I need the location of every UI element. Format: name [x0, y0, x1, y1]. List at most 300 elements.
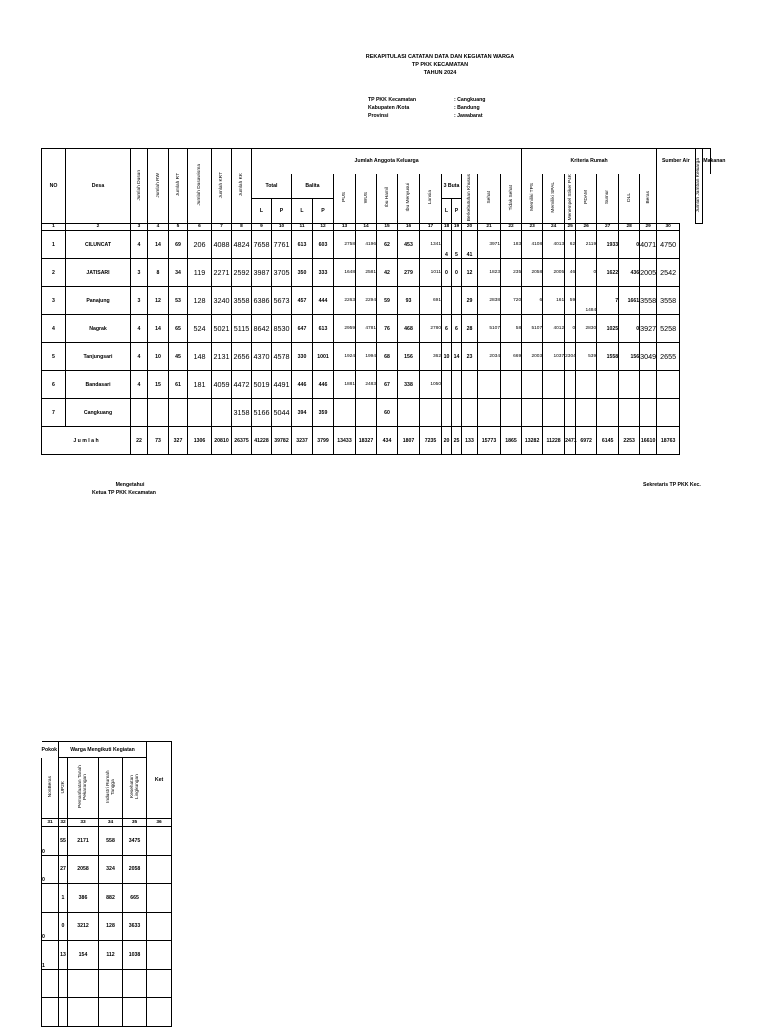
row-cell: 5115: [232, 315, 252, 343]
total-cell: 73: [148, 427, 169, 455]
column-number: 17: [420, 224, 442, 231]
row-cell: 558: [99, 827, 123, 856]
row-cell: 1994: [356, 343, 377, 371]
row-cell: 119: [188, 259, 212, 287]
table-row: [42, 969, 172, 998]
signature-mengetahui: Mengetahui: [115, 482, 145, 488]
row-cell: 1038: [123, 941, 147, 970]
row-cell: [442, 371, 452, 399]
column-number: 4: [148, 224, 169, 231]
row-cell: [543, 399, 565, 427]
row-cell: 1037: [543, 343, 565, 371]
row-cell: 4012: [543, 315, 565, 343]
row-cell: [501, 399, 522, 427]
column-number: 21: [478, 224, 501, 231]
row-cell: [462, 371, 478, 399]
column-number: 1: [42, 224, 66, 231]
column-number: 12: [313, 224, 334, 231]
header-dll: DLL: [619, 174, 640, 224]
row-cell: 539: [576, 343, 597, 371]
row-cell: 603: [313, 231, 334, 259]
column-number: 14: [356, 224, 377, 231]
row-cell: 4824: [232, 231, 252, 259]
column-number: 3: [131, 224, 148, 231]
table-row: [42, 855, 172, 884]
row-cell: 3240: [212, 287, 232, 315]
row-cell: 613: [292, 231, 313, 259]
row-cell: [597, 371, 619, 399]
row-ket: [147, 998, 172, 1027]
row-cell: [99, 969, 123, 998]
row-cell: 1661: [619, 287, 640, 315]
row-cell: [478, 399, 501, 427]
total-row: [42, 427, 711, 455]
row-nonberas: 0: [42, 912, 59, 941]
row-cell: 3: [131, 287, 148, 315]
column-number: 10: [272, 224, 292, 231]
row-cell: 3475: [123, 827, 147, 856]
header-lansia: Lansia: [420, 174, 442, 224]
row-cell: 386: [68, 884, 99, 913]
row-cell: 3705: [272, 259, 292, 287]
row-cell: 67: [377, 371, 398, 399]
row-cell: 14: [452, 343, 462, 371]
recap-table: [41, 148, 726, 455]
row-cell: 68: [377, 343, 398, 371]
row-cell: 2304: [565, 343, 576, 371]
row-cell: 76: [377, 315, 398, 343]
column-number: 27: [597, 224, 619, 231]
row-cell: 444: [313, 287, 334, 315]
table-row: [42, 231, 711, 259]
row-cell: 2058: [68, 855, 99, 884]
row-cell: 93: [398, 287, 420, 315]
sub-header-industri: Industri Rumah Tangga: [99, 758, 123, 819]
header-tps: Memiliki TPS: [522, 174, 543, 224]
table-row: [42, 998, 172, 1027]
row-cell: 4: [131, 315, 148, 343]
row-cell: 359: [313, 399, 334, 427]
row-cell: 468: [398, 315, 420, 343]
row-cell: 10: [442, 343, 452, 371]
column-number: 11: [292, 224, 313, 231]
row-cell: [619, 399, 640, 427]
table-row: [42, 912, 172, 941]
total-cell: 2253: [619, 427, 640, 455]
row-cell: [452, 399, 462, 427]
header-balita-l: L: [292, 199, 313, 224]
column-number: 18: [442, 224, 452, 231]
total-cell: 1807: [398, 427, 420, 455]
column-number: 29: [640, 224, 657, 231]
info-label: TP PKK Kecamatan: [368, 97, 417, 103]
row-cell: 4: [131, 371, 148, 399]
total-cell: 39782: [272, 427, 292, 455]
row-cell: 446: [292, 371, 313, 399]
row-cell: 2483: [356, 371, 377, 399]
row-cell: 183: [501, 231, 522, 259]
table-row: [42, 371, 711, 399]
left-signature-role: [92, 490, 192, 497]
row-cell: 2058: [123, 855, 147, 884]
total-cell: 434: [377, 427, 398, 455]
row-cell: [442, 287, 452, 315]
row-cell: 3558: [640, 287, 657, 315]
left-signature: [90, 482, 170, 489]
row-cell: 3212: [68, 912, 99, 941]
row-cell: 28: [462, 315, 478, 343]
row-cell: [565, 399, 576, 427]
row-cell: 2294: [356, 287, 377, 315]
column-number: 8: [232, 224, 252, 231]
row-cell: 1558: [597, 343, 619, 371]
row-cell: [442, 399, 452, 427]
row-no: 3: [42, 287, 66, 315]
column-number: 36: [147, 819, 172, 827]
row-cell: 65: [169, 315, 188, 343]
row-cell: 59: [565, 287, 576, 315]
row-cell: 156: [619, 343, 640, 371]
row-cell: 235: [501, 259, 522, 287]
column-number: 16: [398, 224, 420, 231]
column-number: 28: [619, 224, 640, 231]
row-cell: 1648: [334, 259, 356, 287]
row-cell: [148, 399, 169, 427]
row-desa: CILUNCAT: [66, 231, 131, 259]
row-cell: 1622: [597, 259, 619, 287]
column-number: 13: [334, 224, 356, 231]
row-no: 2: [42, 259, 66, 287]
row-cell: [99, 998, 123, 1027]
row-cell: [188, 399, 212, 427]
row-cell: [522, 371, 543, 399]
row-cell: 3158: [232, 399, 252, 427]
total-cell: 3799: [313, 427, 334, 455]
row-cell: 6: [522, 287, 543, 315]
row-cell: 2592: [232, 259, 252, 287]
row-cell: [522, 399, 543, 427]
row-cell: 4: [131, 343, 148, 371]
row-cell: 0: [442, 259, 452, 287]
info-value: : Bandung: [454, 105, 480, 111]
row-cell: 2003: [522, 343, 543, 371]
row-cell: [576, 399, 597, 427]
header-desa: Desa: [66, 149, 131, 224]
total-cell: 13433: [334, 427, 356, 455]
row-cell: 3633: [123, 912, 147, 941]
row-cell: 5258: [657, 315, 680, 343]
header-total-l: L: [252, 199, 272, 224]
row-cell: 112: [99, 941, 123, 970]
row-cell: 41: [462, 231, 478, 259]
kegiatan-table: [41, 741, 172, 1027]
header-no: NO: [42, 149, 66, 224]
header-sehat: Sehat: [478, 174, 501, 224]
header-sumber-air: Sumber Air: [657, 149, 695, 174]
row-cell: 338: [398, 371, 420, 399]
row-cell: 5019: [252, 371, 272, 399]
sub-header-up2k: UP2K: [59, 758, 68, 819]
row-nonberas: 0: [42, 855, 59, 884]
total-cell: 2471: [565, 427, 576, 455]
column-number: 9: [252, 224, 272, 231]
table-row: [42, 343, 711, 371]
header-wus: WUS: [356, 174, 377, 224]
sub-header-pemanfaatan: Pemanfaatan Tanah Pekarangan: [68, 758, 99, 819]
row-no: 4: [42, 315, 66, 343]
row-cell: [123, 969, 147, 998]
total-cell: 7235: [420, 427, 442, 455]
header-tidak-sehat: Tidak Sehat: [501, 174, 522, 224]
row-cell: 2542: [657, 259, 680, 287]
row-cell: [131, 399, 148, 427]
row-cell: [640, 399, 657, 427]
row-cell: 436: [619, 259, 640, 287]
info-row: [368, 104, 568, 112]
row-cell: 691: [420, 287, 442, 315]
row-cell: 8: [148, 259, 169, 287]
column-number: 34: [99, 819, 123, 827]
row-desa: Bandasari: [66, 371, 131, 399]
sub-header-kesehatan: Kesehatan Lingkungan: [123, 758, 147, 819]
row-cell: 62: [565, 231, 576, 259]
row-cell: 2058: [522, 259, 543, 287]
column-number: 15: [377, 224, 398, 231]
sub-column-number-row: [42, 819, 172, 827]
signature-sekretaris: Sekretaris TP PKK Kec.: [643, 482, 701, 488]
column-number: 23: [522, 224, 543, 231]
row-cell: 34: [169, 259, 188, 287]
header-berkebutuhan: Berkebutuhan Khusus: [462, 174, 478, 224]
row-cell: 324: [99, 855, 123, 884]
row-cell: 23: [462, 343, 478, 371]
total-cell: 133: [462, 427, 478, 455]
row-ket: [147, 827, 172, 856]
row-no: 5: [42, 343, 66, 371]
row-cell: 453: [398, 231, 420, 259]
row-cell: [619, 371, 640, 399]
row-up2k: 1: [59, 884, 68, 913]
column-number: 30: [657, 224, 680, 231]
row-cell: 2581: [356, 259, 377, 287]
row-cell: 1341: [420, 231, 442, 259]
row-up2k: 55: [59, 827, 68, 856]
header-pdam: PDAM: [576, 174, 597, 224]
header-rt: Jumlah RT: [169, 149, 188, 224]
row-cell: [123, 998, 147, 1027]
row-cell: 7658: [252, 231, 272, 259]
row-cell: 12: [148, 287, 169, 315]
row-cell: 6386: [252, 287, 272, 315]
column-number: 6: [188, 224, 212, 231]
table-row: [42, 259, 711, 287]
total-cell: 16610: [640, 427, 657, 455]
info-row: [368, 112, 568, 120]
row-cell: 7: [597, 287, 619, 315]
row-no: 1: [42, 231, 66, 259]
row-ket: [147, 912, 172, 941]
row-cell: 154: [68, 941, 99, 970]
row-cell: 4472: [232, 371, 252, 399]
row-cell: 181: [188, 371, 212, 399]
signature-ketua: Ketua TP PKK Kecamatan: [92, 490, 156, 496]
row-cell: 3: [131, 259, 148, 287]
row-nonberas: 0: [42, 827, 59, 856]
row-cell: 1484: [576, 287, 597, 315]
total-cell: 25: [452, 427, 462, 455]
row-cell: 5107: [478, 315, 501, 343]
row-cell: 1933: [597, 231, 619, 259]
row-cell: 45: [169, 343, 188, 371]
row-cell: 4491: [272, 371, 292, 399]
row-cell: 2656: [232, 343, 252, 371]
column-number: 20: [462, 224, 478, 231]
row-cell: [420, 399, 442, 427]
row-desa: JATISARI: [66, 259, 131, 287]
column-number: 7: [212, 224, 232, 231]
row-cell: [478, 371, 501, 399]
row-cell: 62: [377, 231, 398, 259]
row-cell: 0: [619, 231, 640, 259]
sub-header-row-1: [42, 742, 172, 758]
row-nonberas: [42, 884, 59, 913]
row-cell: 14: [148, 315, 169, 343]
right-signature: [643, 482, 743, 489]
row-ket: [147, 969, 172, 998]
row-cell: 4750: [657, 231, 680, 259]
total-cell: 20810: [212, 427, 232, 455]
row-cell: 4196: [356, 231, 377, 259]
row-cell: [356, 399, 377, 427]
row-no: 7: [42, 399, 66, 427]
document-title: [300, 53, 580, 77]
row-cell: 3049: [640, 343, 657, 371]
total-cell: 18763: [657, 427, 680, 455]
header-beras: Beras: [640, 174, 657, 224]
row-cell: 665: [123, 884, 147, 913]
row-cell: 2034: [478, 343, 501, 371]
table-row: [42, 399, 711, 427]
row-up2k: [59, 969, 68, 998]
header-kriteria: Kriteria Rumah: [522, 149, 657, 174]
row-cell: 206: [188, 231, 212, 259]
row-cell: 2758: [334, 231, 356, 259]
row-nonberas: [42, 969, 59, 998]
row-cell: 0: [576, 259, 597, 287]
row-cell: 4578: [272, 343, 292, 371]
row-cell: 0: [565, 315, 576, 343]
header-dasawisma: Jumlah Dasawisma: [188, 149, 212, 224]
header-spal: Memiliki SPAL: [543, 174, 565, 224]
total-cell: 11228: [543, 427, 565, 455]
row-cell: [452, 287, 462, 315]
row-cell: 14: [148, 231, 169, 259]
header-sumur: Sumur: [597, 174, 619, 224]
row-cell: 4059: [212, 371, 232, 399]
row-cell: 1924: [334, 343, 356, 371]
header-kk: Jumlah KK: [232, 149, 252, 224]
row-cell: 5021: [212, 315, 232, 343]
row-nonberas: 1: [42, 941, 59, 970]
header-ibu-menyusui: Ibu Menyusui: [398, 174, 420, 224]
column-number: 35: [123, 819, 147, 827]
sub-header-nonberas: NonBeras: [42, 758, 59, 819]
row-up2k: [59, 998, 68, 1027]
row-cell: 3927: [640, 315, 657, 343]
row-cell: 5044: [272, 399, 292, 427]
total-cell: 18327: [356, 427, 377, 455]
row-cell: 2271: [212, 259, 232, 287]
row-cell: [334, 399, 356, 427]
row-cell: 4071: [640, 231, 657, 259]
row-cell: 882: [99, 884, 123, 913]
row-cell: [576, 371, 597, 399]
row-cell: 1001: [313, 343, 334, 371]
row-cell: 60: [377, 399, 398, 427]
total-cell: 1865: [501, 427, 522, 455]
table-row: [42, 287, 711, 315]
info-value: : Jawabarat: [454, 113, 483, 119]
row-cell: 5166: [252, 399, 272, 427]
row-cell: 1050: [420, 371, 442, 399]
row-cell: 4: [442, 231, 452, 259]
row-cell: 6: [452, 315, 462, 343]
column-number: 22: [501, 224, 522, 231]
row-cell: [212, 399, 232, 427]
header-3-buta: 3 Buta: [442, 174, 462, 199]
row-desa: Tanjungsari: [66, 343, 131, 371]
row-cell: 12: [462, 259, 478, 287]
row-cell: 2263: [334, 287, 356, 315]
row-cell: [462, 399, 478, 427]
row-cell: 1823: [478, 259, 501, 287]
row-ket: [147, 941, 172, 970]
column-number: 25: [565, 224, 576, 231]
row-cell: 2005: [543, 259, 565, 287]
row-nonberas: [42, 998, 59, 1027]
row-cell: 128: [99, 912, 123, 941]
row-cell: 2005: [640, 259, 657, 287]
table-row: [42, 884, 172, 913]
total-cell: 327: [169, 427, 188, 455]
row-cell: 59: [377, 287, 398, 315]
sub-header-pokok: Pokok: [42, 742, 59, 758]
row-cell: 2655: [657, 343, 680, 371]
row-cell: [597, 399, 619, 427]
header-buta-p: P: [452, 199, 462, 224]
table-row: [42, 315, 711, 343]
row-cell: 446: [313, 371, 334, 399]
total-cell: 22: [131, 427, 148, 455]
row-cell: 46: [565, 259, 576, 287]
row-cell: 148: [188, 343, 212, 371]
row-cell: 1011: [420, 259, 442, 287]
row-cell: 53: [169, 287, 188, 315]
row-cell: [640, 371, 657, 399]
row-up2k: 27: [59, 855, 68, 884]
row-cell: 10: [148, 343, 169, 371]
row-cell: 7761: [272, 231, 292, 259]
title-line-2: TP PKK KECAMATAN: [411, 62, 469, 68]
total-cell: 15773: [478, 427, 501, 455]
row-cell: 330: [292, 343, 313, 371]
total-cell: 1306: [188, 427, 212, 455]
row-cell: 2838: [478, 287, 501, 315]
row-cell: 524: [188, 315, 212, 343]
table-row: [42, 827, 172, 856]
row-cell: 3971: [478, 231, 501, 259]
column-number: 33: [68, 819, 99, 827]
